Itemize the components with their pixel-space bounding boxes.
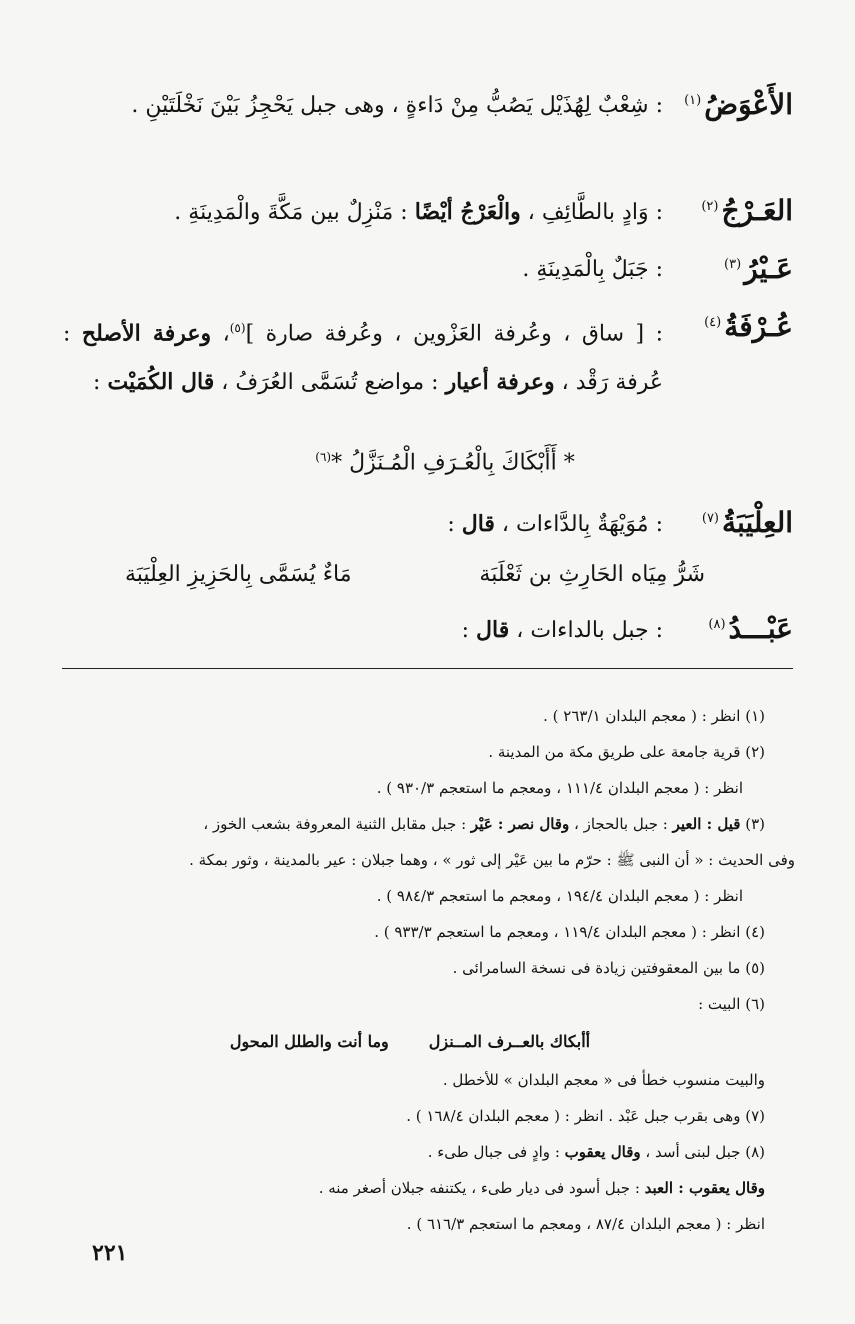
- entry-headword: عُـرْفَةُ$^{(٤)}$: [704, 310, 793, 343]
- entry-headword: الأَعْوَضُ$^{(١)}$: [684, 88, 793, 121]
- entry-arj: [63, 194, 793, 242]
- entry-definition: : وَادٍ بالطَّائِفِ ، والْعَرْجُ أيْضًا : مَنْزِلٌ بين مَكَّةَ والْمَدِينَةِ .: [174, 199, 663, 225]
- entry-ayr: [63, 252, 793, 300]
- footnote: انظر : ( معجم البلدان ٨٧/٤ ، ومعجم ما استعجم ٦١٦/٣ ) .: [406, 1215, 765, 1233]
- footnote-verse: أأبكاك بالعــرف المــنزلوما أنت والطلل المحول: [229, 1032, 591, 1051]
- footnote: (٤) انظر : ( معجم البلدان ١١٩/٤ ، ومعجم ما استعجم ٩٣٣/٣ ) .: [374, 923, 765, 941]
- verse-line: * أَأَبْكَاكَ بِالْعُـرَفِ الْمُـنَزَّلُ *$^{(٦)}$: [315, 450, 575, 476]
- footnote: وقال يعقوب : العبد : جبل أسود فى ديار طىء ، يكتنفه جبلان أصغر منه .: [318, 1179, 765, 1197]
- entry-headword: عَبْـــدُ$^{(٨)}$: [708, 612, 793, 645]
- footnote: انظر : ( معجم البلدان ١١١/٤ ، ومعجم ما استعجم ٩٣٠/٣ ) .: [376, 779, 743, 797]
- footnote: انظر : ( معجم البلدان ١٩٤/٤ ، ومعجم ما استعجم ٩٨٤/٣ ) .: [376, 887, 743, 905]
- footnote: (٢) قرية جامعة على طريق مكة من المدينة .: [488, 743, 765, 761]
- footnote: والبيت منسوب خطأ فى « معجم البلدان » للأخطل .: [442, 1071, 765, 1089]
- footnote: (٧) وهى بقرب جبل عَبْد . انظر : ( معجم البلدان ١٦٨/٤ ) .: [406, 1107, 765, 1125]
- entry-abd: [63, 612, 793, 660]
- entry-ilyaba: [63, 506, 793, 554]
- footnotes: [55, 698, 795, 1242]
- entry-headword: العِلْيَبَةُ$^{(٧)}$: [701, 506, 793, 539]
- footnote: (٦) البيت :: [698, 995, 765, 1013]
- footnote-separator: [62, 668, 793, 669]
- entry-urfa: [63, 310, 793, 450]
- couplet-second-hemistich: مَاءٌ يُسَمَّى بِالحَزِيزِ العِلْيَبَة: [125, 562, 352, 587]
- entry-headword: عَـيْرُ$^{(٣)}$: [724, 252, 793, 285]
- entry-definition: : [ ساق ، وعُرفة العَزْوين ، وعُرفة صارة ]$^{(٥)}$، وعرفة الأصلح : عُرفة رَقْد ، وعرفة أعيار : مواضع تُسَمَّى العُرَفُ ، قال الكُمَيْت :: [63, 320, 664, 396]
- entry-definition: : جبل بالداءات ، قال :: [461, 617, 663, 643]
- entry-definition: : شِعْبٌ لِهُذَيْل يَصُبُّ مِنْ دَاءةٍ ، وهى جبل يَحْجِزُ بَيْنَ نَخْلَتَيْنِ .: [131, 93, 663, 118]
- couplet-first-hemistich: شَرُّ مِيَاه الحَارِثِ بن ثَعْلَبَة: [479, 562, 705, 587]
- footnote: (٣) قيل : العير : جبل بالحجاز ، وقال نصر : عَيْر : جبل مقابل الثنية المعروفة بشعب الخوز ،: [203, 815, 765, 833]
- footnote: (٥) ما بين المعقوفتين زيادة فى نسخة السامرائى .: [452, 959, 765, 977]
- page-number: ٢٢١: [92, 1240, 128, 1266]
- footnote: (٨) جبل لبنى أسد ، وقال يعقوب : وادٍ فى جبال طىء .: [427, 1143, 765, 1161]
- couplet: [125, 562, 705, 602]
- entry-headword: العَـرْجُ$^{(٢)}$: [701, 194, 793, 227]
- footnote: وفى الحديث : « أن النبى ﷺ : حرّم ما بين عَيْر إلى ثور » ، وهما جبلان : عير بالمدينة ، وثور بمكة .: [189, 851, 795, 869]
- entry-definition: : جَبَلٌ بِالْمَدِينَةِ .: [522, 257, 663, 282]
- footnote: (١) انظر : ( معجم البلدان ٢٦٣/١ ) .: [543, 707, 765, 725]
- entry-definition: : مُوَيْهَةٌ بِالدَّاءات ، قال :: [447, 511, 663, 537]
- entry-aawad: [63, 88, 793, 198]
